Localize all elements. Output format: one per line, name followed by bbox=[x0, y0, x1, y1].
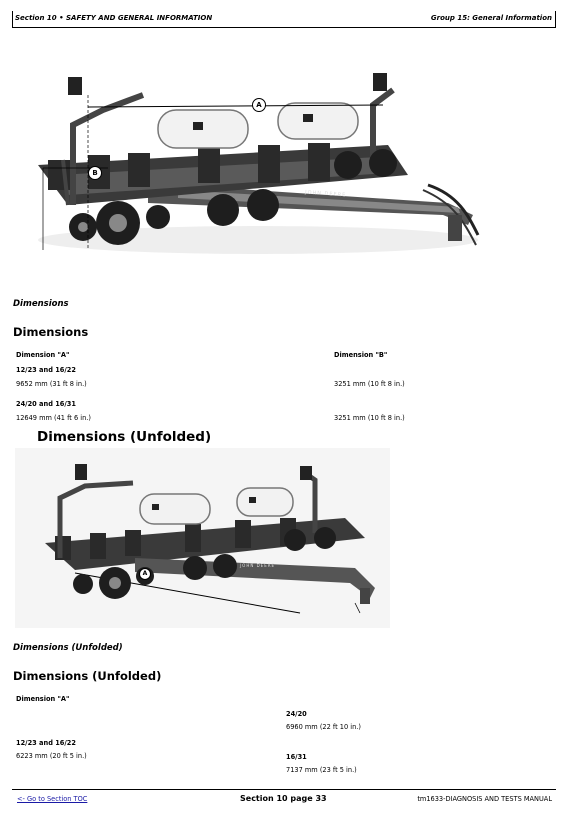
left-label-12-23-16-22: 12/23 and 16/22 bbox=[16, 739, 76, 747]
planter-brand-decal: JOHN DEERE bbox=[304, 189, 347, 199]
footer-page-number: Section 10 page 33 bbox=[240, 794, 327, 803]
header-right-tick bbox=[555, 11, 556, 28]
section-heading-unfolded: Dimensions (Unfolded) bbox=[37, 429, 212, 445]
column-label-dimension-b: Dimension "B" bbox=[334, 351, 388, 359]
header-left-tick bbox=[12, 11, 13, 28]
planter-folded-figure bbox=[28, 65, 488, 265]
header-group-title: Group 15: General Information bbox=[430, 14, 552, 22]
row-value-a-24-20: 12649 mm (41 ft 6 in.) bbox=[16, 414, 91, 422]
header-section-title: Section 10 • SAFETY AND GENERAL INFORMATION bbox=[15, 14, 213, 22]
column-label-dimension-a: Dimension "A" bbox=[16, 351, 70, 359]
section-title-unfolded: Dimensions (Unfolded) bbox=[13, 669, 162, 683]
callout-a-circle-unfolded: A bbox=[139, 568, 151, 580]
column-label-dimension-a-unfolded: Dimension "A" bbox=[16, 695, 70, 703]
row-label-12-23-16-22: 12/23 and 16/22 bbox=[16, 366, 76, 374]
left-value-12-23-16-22: 6223 mm (20 ft 5 in.) bbox=[16, 752, 87, 760]
go-to-section-toc-link[interactable]: <- Go to Section TOC bbox=[17, 795, 88, 803]
row-value-b-12-23: 3251 mm (10 ft 8 in.) bbox=[334, 380, 405, 388]
footer-manual-title: tm1633-DIAGNOSIS AND TESTS MANUAL bbox=[417, 795, 552, 803]
planter-unfolded-figure bbox=[15, 448, 390, 628]
right-value-16-31: 7137 mm (23 ft 5 in.) bbox=[286, 766, 357, 774]
row-value-a-12-23: 9652 mm (31 ft 8 in.) bbox=[16, 380, 87, 388]
footer-rule bbox=[12, 789, 556, 790]
planter-brand-decal-unfolded: JOHN DEERE bbox=[240, 563, 276, 568]
callout-b-circle: B bbox=[88, 166, 102, 180]
figure-caption-dimensions: Dimensions bbox=[13, 299, 69, 309]
header-rule bbox=[12, 27, 556, 28]
section-title-dimensions: Dimensions bbox=[13, 325, 89, 339]
row-label-24-20-16-31: 24/20 and 16/31 bbox=[16, 400, 76, 408]
row-value-b-24-20: 3251 mm (10 ft 8 in.) bbox=[334, 414, 405, 422]
figure-caption-unfolded: Dimensions (Unfolded) bbox=[13, 643, 123, 653]
right-value-24-20: 6960 mm (22 ft 10 in.) bbox=[286, 723, 361, 731]
right-label-24-20: 24/20 bbox=[286, 710, 307, 718]
right-label-16-31: 16/31 bbox=[286, 753, 307, 761]
callout-a-circle: A bbox=[252, 98, 266, 112]
